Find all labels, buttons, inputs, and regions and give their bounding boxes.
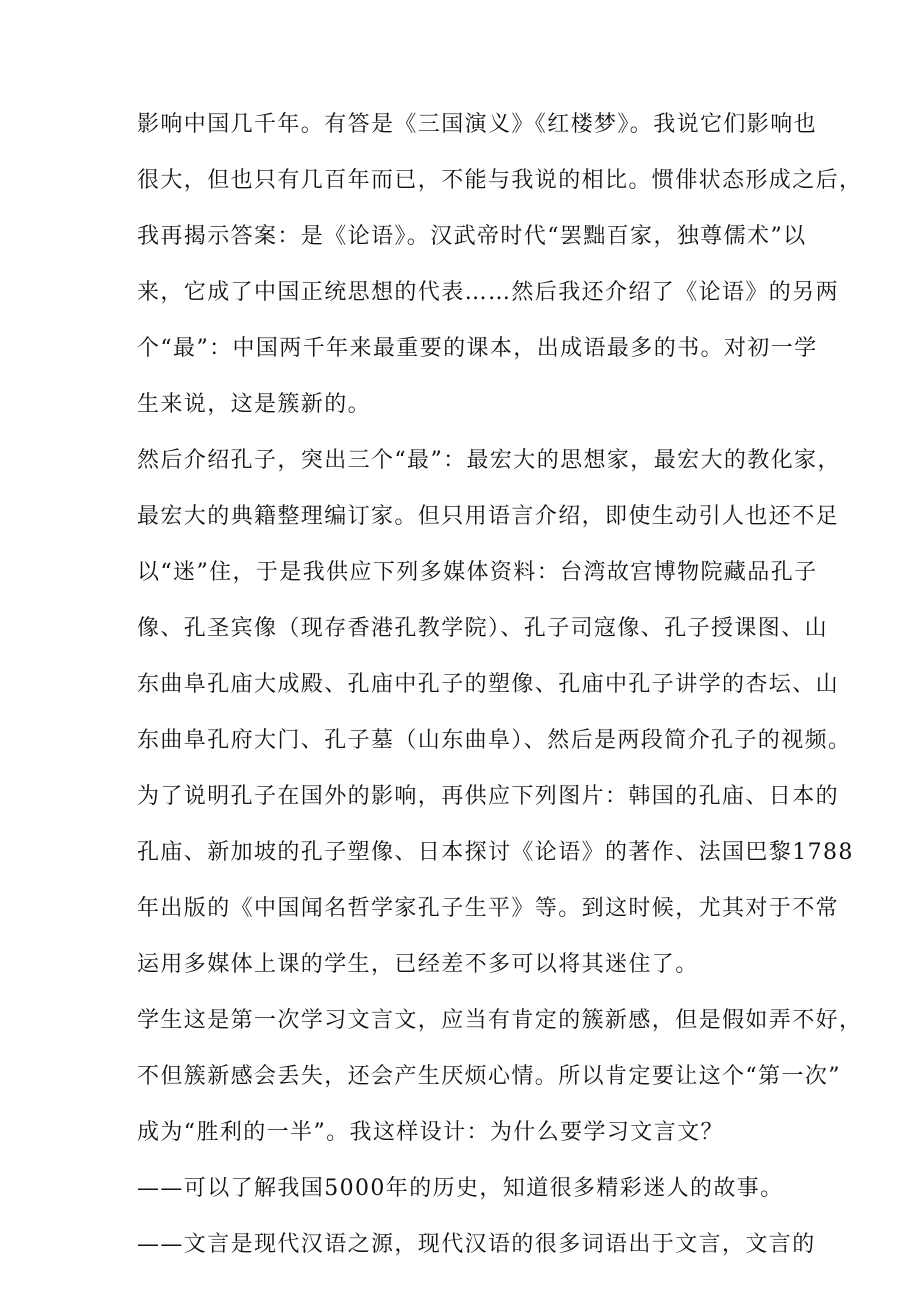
text-line: 成为“胜利的一半”。我这样设计：为什么要学习文言文？ [137, 1120, 724, 1145]
text-line: ——可以了解我国5000年的历史，知道很多精彩迷人的故事。 [137, 1176, 784, 1201]
text-line: 然后介绍孔子，突出三个“最”：最宏大的思想家，最宏大的教化家， [137, 448, 841, 473]
text-line: 运用多媒体上课的学生，已经差不多可以将其迷住了。 [137, 952, 699, 977]
text-line: 为了说明孔子在国外的影响，再供应下列图片：韩国的孔庙、日本的 [137, 784, 840, 809]
text-line: 很大，但也只有几百年而已，不能与我说的相比。惯俳状态形成之后， [137, 168, 863, 193]
text-line: 东曲阜孔庙大成殿、孔庙中孔子的塑像、孔庙中孔子讲学的杏坛、山 [137, 672, 840, 697]
text-line: 我再揭示答案：是《论语》。汉武帝时代“罢黜百家，独尊儒术”以 [137, 224, 807, 249]
text-line: 生来说，这是簇新的。 [137, 392, 372, 417]
text-line: 孔庙、新加坡的孔子塑像、日本探讨《论语》的著作、法国巴黎1788 [137, 840, 854, 865]
text-line: 以“迷”住，于是我供应下列多媒体资料：台湾故宫博物院藏品孔子 [137, 560, 818, 585]
text-line: 影响中国几千年。有答是《三国演义》《红楼梦》。我说它们影响也 [137, 112, 818, 137]
text-line: 学生这是第一次学习文言文，应当有肯定的簇新感，但是假如弄不好， [137, 1008, 863, 1033]
text-line: 最宏大的典籍整理编订家。但只用语言介绍，即使生动引人也还不足 [137, 504, 840, 529]
text-line: 不但簇新感会丢失，还会产生厌烦心情。所以肯定要让这个“第一次” [137, 1064, 841, 1089]
text-line: ——文言是现代汉语之源，现代汉语的很多词语出于文言，文言的 [137, 1232, 816, 1257]
text-line: 东曲阜孔府大门、孔子墓（山东曲阜）、然后是两段简介孔子的视频。 [137, 728, 852, 753]
text-line: 来，它成了中国正统思想的代表……然后我还介绍了《论语》的另两 [137, 280, 840, 305]
text-line: 像、孔圣宾像（现存香港孔教学院）、孔子司寇像、孔子授课图、山 [137, 616, 829, 641]
text-line: 个“最”：中国两千年来最重要的课本，出成语最多的书。对初一学 [137, 336, 818, 361]
text-line: 年出版的《中国闻名哲学家孔子生平》等。到这时候，尤其对于不常 [137, 896, 840, 921]
